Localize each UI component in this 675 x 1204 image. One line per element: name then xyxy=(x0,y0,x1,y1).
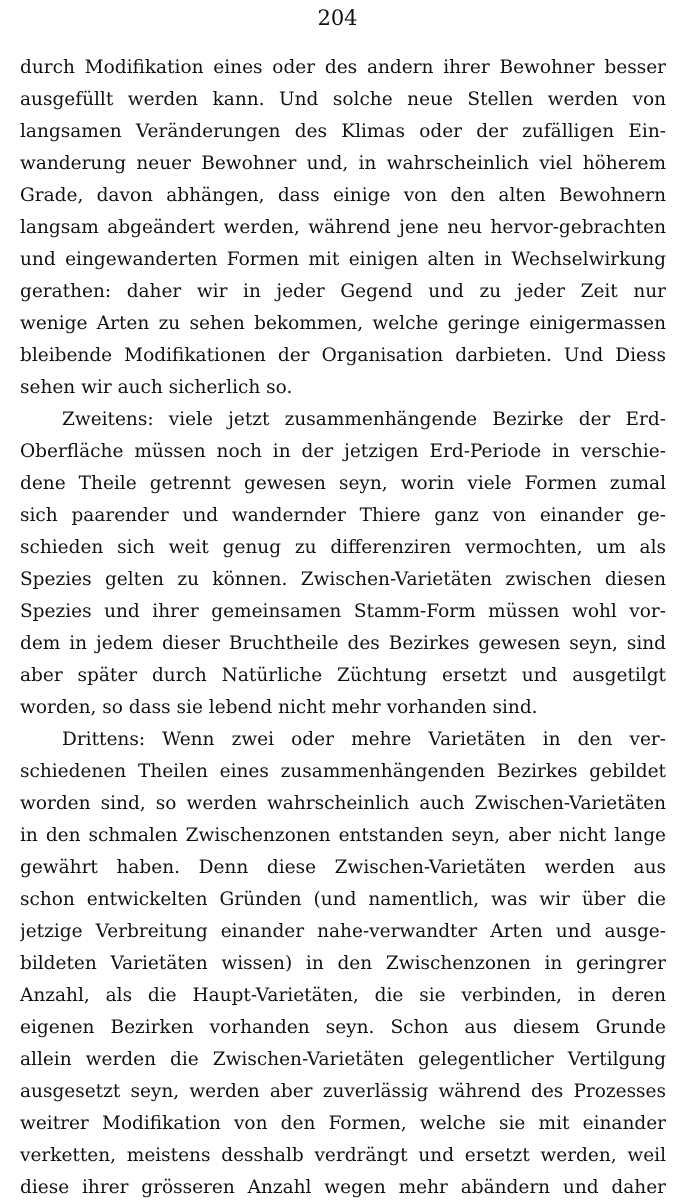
paragraph-end-line: sehen wir auch sicherlich so. xyxy=(20,377,293,398)
text-line: sich paarender und wandernder Thiere ganz von einander ge- xyxy=(20,505,666,526)
text-line: Oberfläche müssen noch in der jetzigen Erd-Periode in verschie- xyxy=(20,441,666,462)
text-line: weitrer Modifikation von den Formen, welche sie mit einander xyxy=(20,1113,666,1134)
paragraph-start-line: Drittens: Wenn zwei oder mehre Varietäten in den ver- xyxy=(62,729,666,750)
text-line: und eingewanderten Formen mit einigen alten in Wechselwirkung xyxy=(20,249,666,270)
text-line: allein werden die Zwischen-Varietäten gelegentlicher Vertilgung xyxy=(20,1049,666,1070)
text-line: Anzahl, als die Haupt-Varietäten, die sie verbinden, in deren xyxy=(20,985,666,1006)
text-line: durch Modifikation eines oder des andern ihrer Bewohner besser xyxy=(20,57,666,78)
page-number: 204 xyxy=(317,6,358,30)
text-line: diese ihrer grösseren Anzahl wegen mehr abändern und daher xyxy=(20,1177,666,1198)
text-line: in den schmalen Zwischenzonen entstanden seyn, aber nicht lange xyxy=(20,825,666,846)
paragraph-end-line: worden, so dass sie lebend nicht mehr vorhanden sind. xyxy=(20,697,538,718)
text-line: Spezies gelten zu können. Zwischen-Varietäten zwischen diesen xyxy=(20,569,666,590)
text-line: verketten, meistens desshalb verdrängt und ersetzt werden, weil xyxy=(20,1145,666,1166)
text-line: aber später durch Natürliche Züchtung ersetzt und ausgetilgt xyxy=(20,665,666,686)
text-line: gerathen: daher wir in jeder Gegend und zu jeder Zeit nur xyxy=(20,281,666,302)
text-line: dene Theile getrennt gewesen seyn, worin viele Formen zumal xyxy=(20,473,666,494)
text-line: Grade, davon abhängen, dass einige von den alten Bewohnern xyxy=(20,185,666,206)
text-line: bleibende Modifikationen der Organisation darbieten. Und Diess xyxy=(20,345,666,366)
body-text xyxy=(20,52,666,1204)
text-line: ausgesetzt seyn, werden aber zuverlässig während des Prozesses xyxy=(20,1081,666,1102)
text-line: schieden sich weit genug zu differenziren vermochten, um als xyxy=(20,537,666,558)
text-line: worden sind, so werden wahrscheinlich auch Zwischen-Varietäten xyxy=(20,793,666,814)
text-line: eigenen Bezirken vorhanden seyn. Schon aus diesem Grunde xyxy=(20,1017,666,1038)
text-line: ausgefüllt werden kann. Und solche neue Stellen werden von xyxy=(20,89,666,110)
text-line: bildeten Varietäten wissen) in den Zwischenzonen in geringrer xyxy=(20,953,666,974)
text-line: jetzige Verbreitung einander nahe-verwandter Arten und ausge- xyxy=(20,921,666,942)
text-line: langsamen Veränderungen des Klimas oder der zufälligen Ein- xyxy=(20,121,666,142)
text-line: wenige Arten zu sehen bekommen, welche geringe einigermassen xyxy=(20,313,666,334)
paragraph-start-line: Zweitens: viele jetzt zusammenhängende Bezirke der Erd- xyxy=(62,409,666,430)
text-line: langsam abgeändert werden, während jene neu hervor-gebrachten xyxy=(20,217,666,238)
text-line: gewährt haben. Denn diese Zwischen-Varietäten werden aus xyxy=(20,857,666,878)
text-line: dem in jedem dieser Bruchtheile des Bezirkes gewesen seyn, sind xyxy=(20,633,666,654)
text-line: schiedenen Theilen eines zusammenhängenden Bezirkes gebildet xyxy=(20,761,666,782)
text-line: Spezies und ihrer gemeinsamen Stamm-Form müssen wohl vor- xyxy=(20,601,666,622)
text-line: wanderung neuer Bewohner und, in wahrscheinlich viel höherem xyxy=(20,153,666,174)
text-line: schon entwickelten Gründen (und namentlich, was wir über die xyxy=(20,889,666,910)
